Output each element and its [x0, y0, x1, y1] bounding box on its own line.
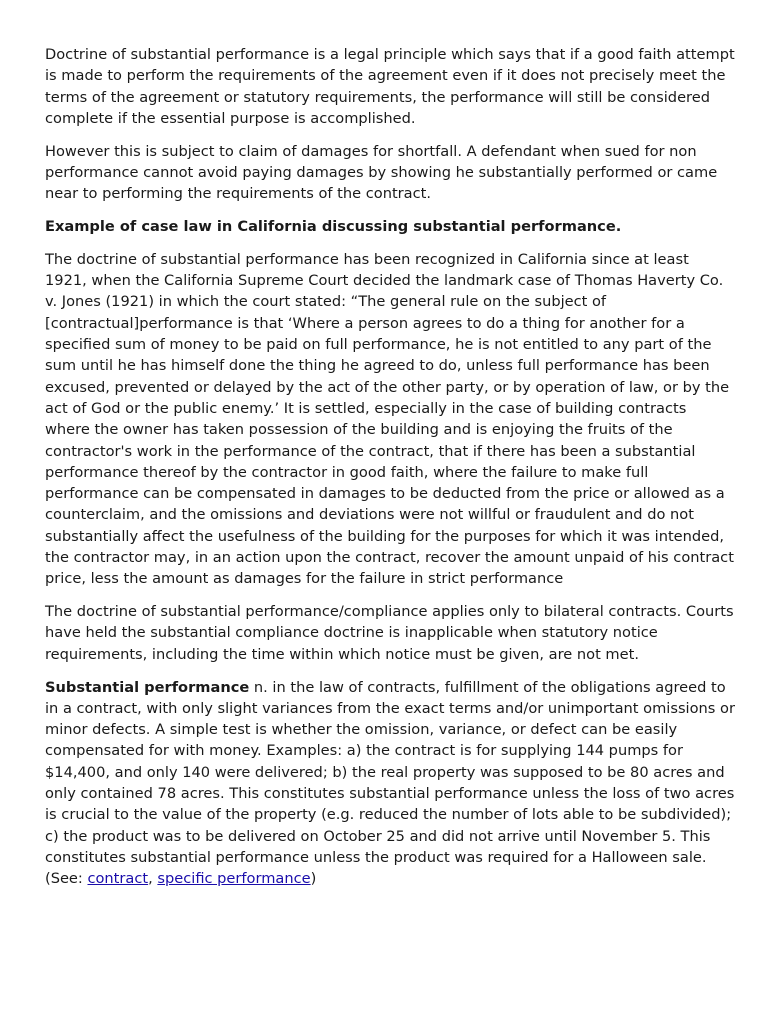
- link-separator: ,: [148, 870, 158, 888]
- specific-performance-link[interactable]: specific performance: [157, 870, 311, 888]
- paragraph-bilateral: The doctrine of substantial performance/compliance applies only to bilateral contracts. Courts have held the substantial compliance doctrine is inapplicable when statutory notice requirements, including the time within which notice must be given, are not met.: [45, 603, 734, 663]
- paragraph-case-law: The doctrine of substantial performance has been recognized in California since at least 1921, when the California Supreme Court decided the landmark case of Thomas Haverty Co. v. Jones (1921) in which the court stated: “The general rule on the subject of [contractual]performance is that ‘Where a person agrees to do a thing for another for a specified sum of money to be paid on full performance, he is not entitled to any part of the sum until he has himself done the thing he agreed to do, unless full performance has been excused, prevented or delayed by the act of the other party, or by operation of law, or by the act of God or the public enemy.’ It is settled, especially in the case of building contracts where the owner has taken possession of the building and is enjoying the fruits of the contractor's work in the performance of the contract, that if there has been a substantial performance thereof by the contractor in good faith, where the failure to make full performance can be compensated in damages to be deducted from the price or allowed as a counterclaim, and the omissions and deviations were not willful or fraudulent and do not substantially affect the usefulness of the building for the purposes for which it was intended, the contractor may, in an action upon the contract, recover the amount unpaid of his contract price, less the amount as damages for the failure in strict performance: [45, 250, 734, 588]
- document-body: [45, 44, 735, 901]
- paragraph-definition: [45, 677, 735, 890]
- paragraph-intro: Doctrine of substantial performance is a legal principle which says that if a good faith attempt is made to perform the requirements of the agreement even if it does not precisely meet the terms of the agreement or statutory requirements, the performance will still be considered complete if the essential purpose is accomplished.: [45, 46, 735, 127]
- contract-link[interactable]: contract: [87, 870, 149, 888]
- paragraph-damages: However this is subject to claim of damages for shortfall. A defendant when sued for non performance cannot avoid paying damages by showing he substantially performed or came near to performing the requirements of the contract.: [45, 142, 718, 203]
- section-heading: Example of case law in California discussing substantial performance.: [45, 218, 622, 236]
- definition-term: Substantial performance: [45, 678, 250, 696]
- see-prefix: (See:: [45, 870, 88, 888]
- definition-body: n. in the law of contracts, fulfillment of the obligations agreed to in a contract, with only slight variances from the exact terms and/or unimportant omissions or minor defects. A simple test is whether the omission, variance, or defect can be easily compensated for with money. Examples: a) the contract is for supplying 144 pumps for $14,400, and only 140 were delivered; b) the real property was supposed to be 80 acres and only contained 78 acres. This constitutes substantial performance unless the loss of two acres is crucial to the value of the property (e.g. reduced the number of lots able to be subdivided); c) the product was to be delivered on October 25 and did not arrive until November 5. This constitutes substantial performance unless the product was required for a Halloween sale.: [45, 678, 735, 866]
- see-suffix: ): [310, 870, 317, 888]
